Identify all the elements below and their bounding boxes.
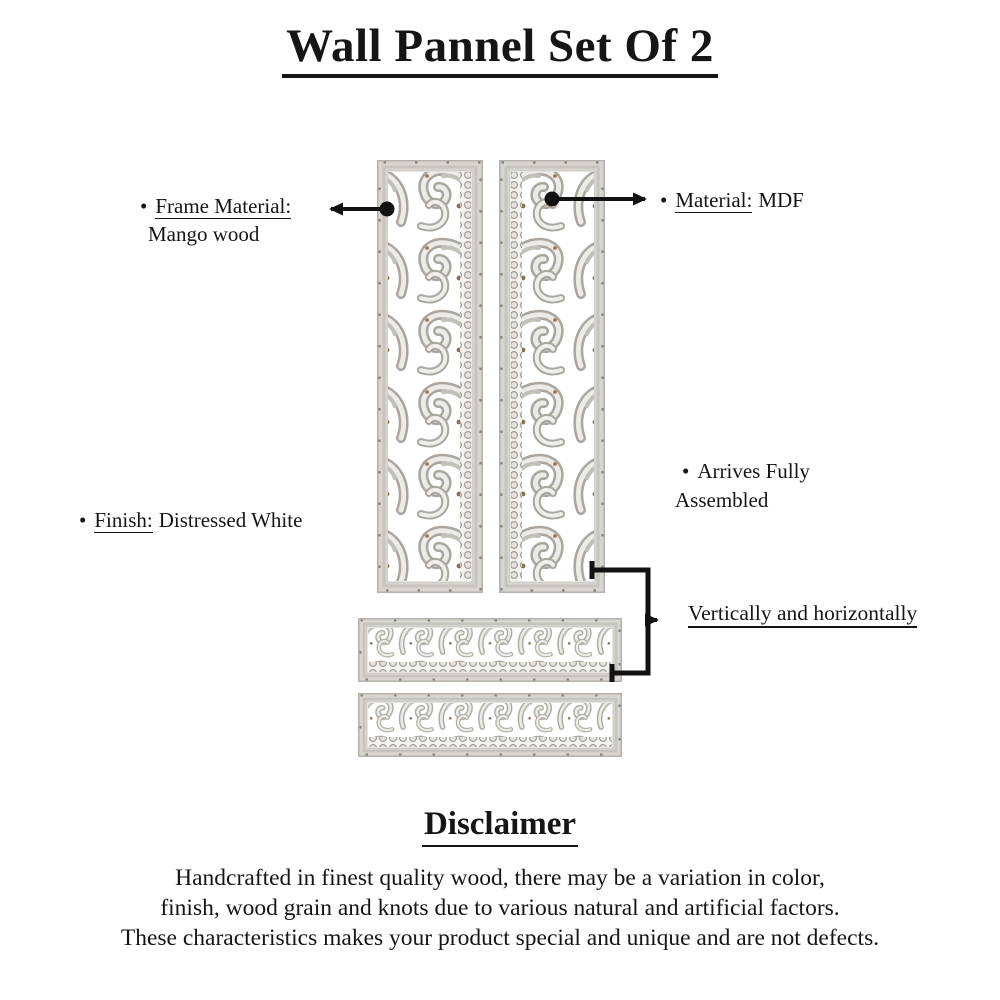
- callout-finish-value: Distressed White: [158, 508, 303, 532]
- callout-finish: [79, 506, 302, 534]
- disclaimer-heading-row: [0, 806, 1000, 847]
- horizontal-panel-top: [359, 619, 622, 682]
- callout-frame-material: [140, 192, 291, 248]
- disclaimer-heading: Disclaimer: [422, 806, 578, 847]
- disclaimer-line: finish, wood grain and knots due to various natural and artificial factors.: [160, 895, 840, 921]
- callout-material: [660, 186, 804, 214]
- vertical-panel-left: [378, 161, 483, 593]
- callout-frame-material-label: Frame Material:: [155, 194, 292, 218]
- vertical-panel-right: [500, 161, 605, 593]
- callout-arrives-text2: Assembled: [675, 488, 769, 512]
- callout-finish-label: Finish:: [94, 508, 153, 532]
- page-title: Wall Pannel Set Of 2: [282, 22, 718, 78]
- horizontal-panel-bottom: [359, 694, 622, 757]
- bullet: •: [140, 194, 148, 218]
- callout-material-value: MDF: [758, 188, 804, 212]
- callout-arrives-assembled: [672, 457, 810, 515]
- disclaimer-line: These characteristics makes your product special and unique and are not defects.: [120, 925, 880, 951]
- callout-orientation-text: Vertically and horizontally: [688, 601, 917, 628]
- bullet: •: [79, 508, 87, 532]
- disclaimer-body: [0, 863, 1000, 953]
- bullet: •: [682, 459, 690, 483]
- bullet: •: [660, 188, 668, 212]
- callout-orientation: [688, 600, 917, 627]
- callout-frame-material-line1: [140, 192, 291, 220]
- callout-frame-material-value: Mango wood: [148, 222, 260, 246]
- callout-material-label: Material:: [675, 188, 753, 212]
- callout-arrives-text1: Arrives Fully: [697, 459, 810, 483]
- callout-arrives-line1: [672, 457, 810, 486]
- disclaimer-line: Handcrafted in finest quality wood, there may be a variation in color,: [175, 865, 825, 891]
